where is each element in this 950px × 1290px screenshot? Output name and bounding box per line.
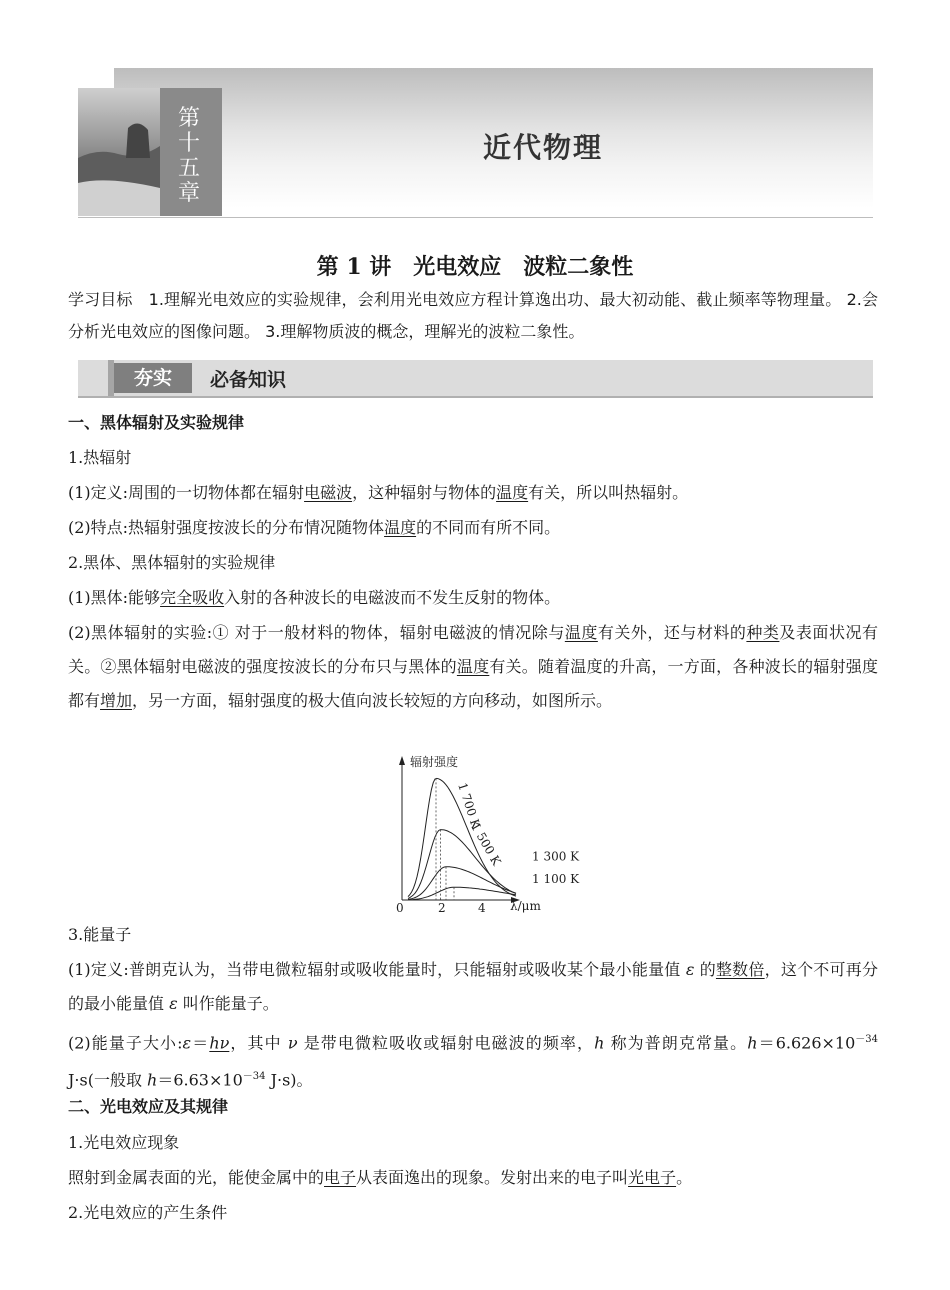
blank-answer: 完全吸收 [160,588,225,607]
section-tag: 夯实 [114,363,192,393]
x-axis-label: λ/μm [510,899,541,913]
blank-answer: 光电子 [628,1168,677,1187]
blank-answer: 整数倍 [715,960,765,979]
blank-answer: 电磁波 [304,483,353,502]
heading-blackbody: 一、黑体辐射及实验规律 [68,413,245,432]
subheading-thermal-radiation: 1.热辐射 [68,448,132,467]
x-tick-label: 4 [478,901,486,915]
blank-answer: 温度 [456,657,490,676]
heading-photoelectric: 二、光电效应及其规律 [68,1097,229,1116]
series-curve [408,830,516,899]
chapter-title: 近代物理 [483,131,604,164]
objectives-text: 1.理解光电效应的实验规律，会利用光电效应方程计算逸出功、最大初动能、截止频率等物理量。 2.会分析光电效应的图像问题。 3.理解物质波的概念，理解光的波粒二象性。 [68,290,878,341]
y-axis-arrow [399,756,405,765]
landscape-icon [78,88,160,216]
y-axis-label: 辐射强度 [410,755,459,769]
subheading-energy-quantum: 3.能量子 [68,925,132,944]
blackbody-experiment: (2)黑体辐射的实验:① 对于一般材料的物体，辐射电磁波的情况除与温度有关外，还与材料的种类及表面状况有关。②黑体辐射电磁波的强度按波长的分布只与黑体的温度有关。随着温度的升高，一方面，各种波长的辐射强度都有增加，另一方面，辐射强度的极大值向波长较短的方向移动，如图所示。 [68,623,878,710]
energy-quantum-size: (2)能量子大小:ε＝hν，其中 ν 是带电微粒吸收或辐射电磁波的频率，h 称为普朗克常量。$h=6.626\times 10^{-34}$ J·s(一般取 $h=6.63\times 10^{-34}$ J·s)。 [68,1033,878,1090]
section-title: 必备知识 [210,369,287,391]
series-label: 1 500 K [468,820,504,868]
blank-answer: 电子 [324,1168,357,1187]
subheading-photoelectric-phenomenon: 1.光电效应现象 [68,1133,180,1152]
chapter-label: 第十五章 [177,106,200,206]
thermal-radiation-definition: (1)定义:周围的一切物体都在辐射电磁波，这种辐射与物体的温度有关，所以叫热辐射。 [68,483,689,502]
series-label: 1 100 K [532,872,580,887]
banner-landscape-image [78,88,160,216]
series-label: 1 700 K [455,781,484,831]
photoelectric-phenomenon-text: 照射到金属表面的光，能使金属中的电子从表面逸出的现象。发射出来的电子叫光电子。 [68,1168,693,1187]
series-curve [408,887,516,900]
blank-answer: 温度 [564,623,598,642]
blank-answer: 种类 [746,623,780,642]
blackbody-radiation-chart [370,750,580,915]
subheading-blackbody: 2.黑体、黑体辐射的实验规律 [68,553,276,572]
blank-answer: 温度 [384,518,417,537]
subheading-photoelectric-condition: 2.光电效应的产生条件 [68,1203,228,1222]
energy-quantum-definition: (1)定义:普朗克认为，当带电微粒辐射或吸收能量时，只能辐射或吸收某个最小能量值 ε 的整数倍，这个不可再分的最小能量值 ε 叫作能量子。 [68,960,878,1013]
blank-answer: hν [209,1033,230,1053]
objectives-label: 学习目标 [68,290,133,309]
section-header [78,360,873,398]
x-tick-label: 0 [396,901,404,915]
chapter-banner [78,68,873,218]
blackbody-definition: (1)黑体:能够完全吸收入射的各种波长的电磁波而不发生反射的物体。 [68,588,561,607]
thermal-radiation-feature: (2)特点:热辐射强度按波长的分布情况随物体温度的不同而有所不同。 [68,518,561,537]
blank-answer: 增加 [100,691,133,710]
lesson-title: 第 1 讲 光电效应 波粒二象性 [316,254,634,280]
blank-answer: 温度 [496,483,529,502]
x-tick-label: 2 [438,901,446,915]
banner-divider [78,217,873,218]
learning-objectives [68,284,878,348]
series-label: 1 300 K [532,849,580,864]
